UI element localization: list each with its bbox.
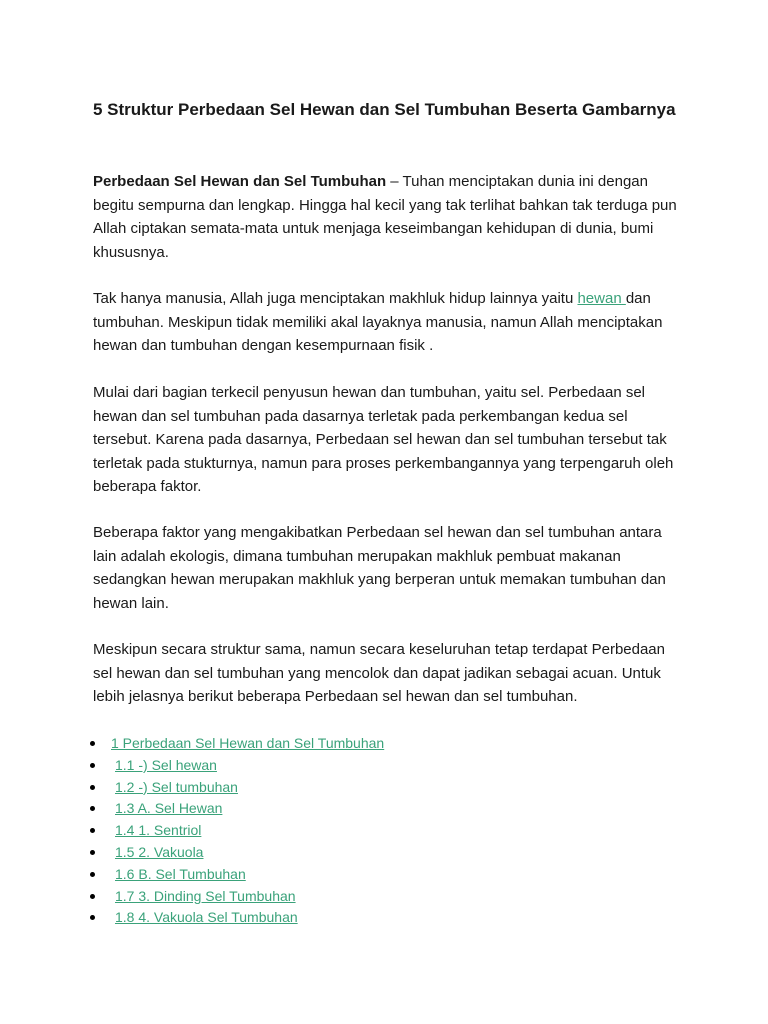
toc-link[interactable]: 1.2 -) Sel tumbuhan	[115, 778, 238, 795]
bullet-icon	[90, 915, 95, 920]
intro-bold-lead: Perbedaan Sel Hewan dan Sel Tumbuhan	[93, 173, 387, 190]
toc-link[interactable]: 1 Perbedaan Sel Hewan dan Sel Tumbuhan	[111, 735, 385, 751]
toc-link[interactable]: 1.6 B. Sel Tumbuhan	[115, 865, 246, 882]
bullet-icon	[90, 828, 95, 833]
toc-link[interactable]: 1.5 2. Vakuola	[115, 843, 204, 860]
bullet-icon	[90, 785, 95, 790]
toc-link[interactable]: 1.7 3. Dinding Sel Tumbuhan	[115, 887, 296, 904]
bullet-icon	[90, 741, 95, 746]
hewan-link[interactable]: hewan	[577, 290, 626, 307]
paragraph-2	[93, 287, 683, 358]
toc-link[interactable]: 1.8 4. Vakuola Sel Tumbuhan	[115, 909, 298, 926]
bullet-icon	[90, 894, 95, 899]
paragraph-4: Beberapa faktor yang mengakibatkan Perbedaan sel hewan dan sel tumbuhan antara lain adalah ekologis, dimana tumbuhan merupakan makhluk pembuat makanan sedangkan hewan merupakan makhluk yang berperan untuk memakan tumbuhan dan hewan lain.	[93, 524, 666, 612]
paragraph-3: Mulai dari bagian terkecil penyusun hewan dan tumbuhan, yaitu sel. Perbedaan sel hewan dan sel tumbuhan pada dasarnya terletak pada perkembangan kedua sel tersebut. Karena pada dasarnya, Perbedaan sel hewan dan sel tumbuhan tersebut tak terletak pada stukturnya, namun para proses perkembangannya yang terpengaruh oleh beberapa faktor.	[93, 384, 674, 495]
intro-text: – Tuhan menciptakan dunia ini dengan begitu sempurna dan lengkap. Hingga hal kecil yang tak terlihat bahkan tak terduga pun Allah ciptakan semata-mata untuk menjaga keseimbangan kehidupan di dunia, bumi khususnya.	[93, 173, 677, 261]
toc-link[interactable]: 1.3 A. Sel Hewan	[115, 800, 223, 817]
bullet-icon	[90, 806, 95, 811]
bullet-icon	[90, 763, 95, 768]
toc-link[interactable]: 1.1 -) Sel hewan	[115, 756, 217, 773]
bullet-icon	[90, 850, 95, 855]
paragraph-2-after: dan tumbuhan. Meskipun tidak memiliki akal layaknya manusia, namun Allah menciptakan hewan dan tumbuhan dengan kesempurnaan fisik .	[93, 290, 663, 354]
paragraph-2-before: Tak hanya manusia, Allah juga menciptakan makhluk hidup lainnya yaitu	[93, 290, 578, 307]
article-title: 5 Struktur Perbedaan Sel Hewan dan Sel Tumbuhan Beserta Gambarnya	[93, 100, 676, 119]
toc-link[interactable]: 1.4 1. Sentriol	[115, 822, 202, 839]
intro-paragraph	[93, 170, 683, 264]
paragraph-5: Meskipun secara struktur sama, namun secara keseluruhan tetap terdapat Perbedaan sel hewan dan sel tumbuhan yang mencolok dan dapat jadikan sebagai acuan. Untuk lebih jelasnya berikut beberapa Perbedaan sel hewan dan sel tumbuhan.	[93, 641, 665, 705]
bullet-icon	[90, 872, 95, 877]
